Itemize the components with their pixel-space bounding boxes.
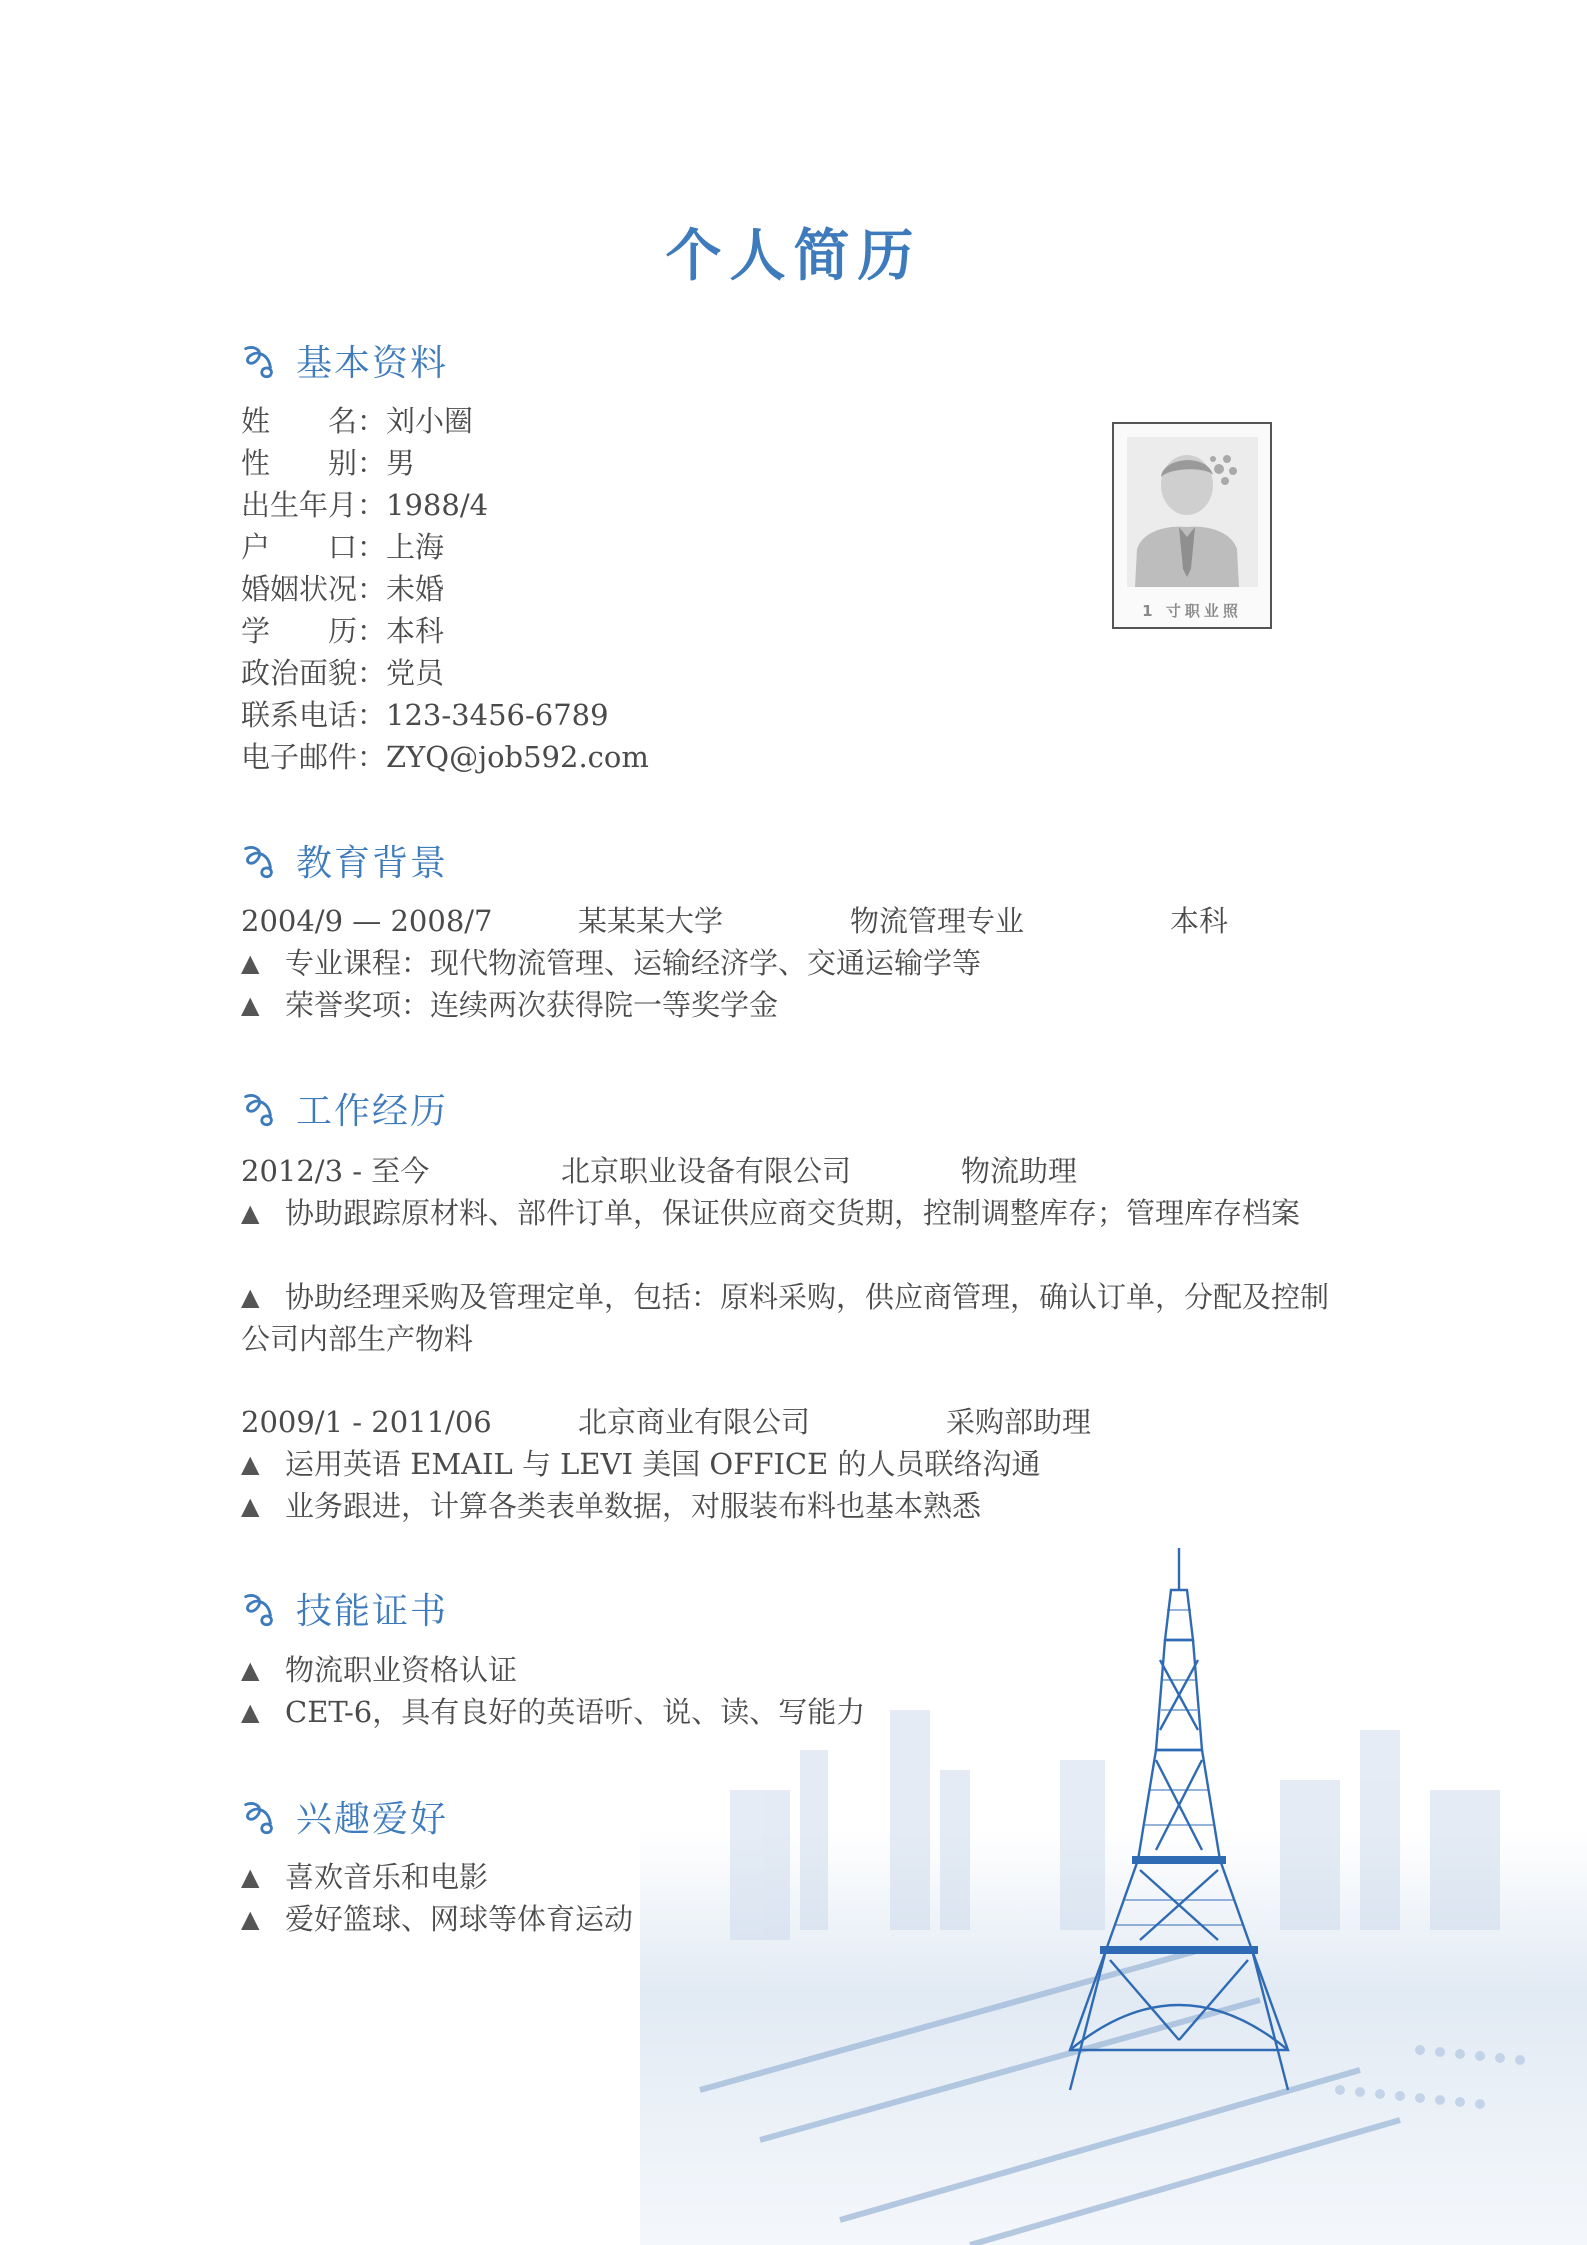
basic-info-row — [241, 736, 649, 778]
triangle-bullet-icon: ▲ — [241, 949, 260, 977]
work-entry-header — [0, 1150, 1587, 1192]
info-label: 政治面貌： — [241, 656, 387, 690]
photo-caption: 1 寸职业照 — [1142, 602, 1242, 620]
section-icon — [240, 841, 278, 879]
list-item-text: 运用英语 EMAIL 与 LEVI 美国 OFFICE 的人员联络沟通 — [285, 1447, 1041, 1481]
info-value: 党员 — [386, 656, 445, 690]
info-label: 电子邮件： — [241, 740, 387, 774]
list-item — [241, 984, 1359, 1026]
basic-info-row — [241, 610, 444, 652]
triangle-bullet-icon: ▲ — [241, 1656, 260, 1684]
education-major: 物流管理专业 — [850, 904, 1025, 938]
education-degree: 本科 — [1170, 904, 1229, 938]
triangle-bullet-icon: ▲ — [241, 1492, 260, 1520]
triangle-bullet-icon: ▲ — [241, 1450, 260, 1478]
avatar — [1127, 437, 1258, 587]
triangle-bullet-icon: ▲ — [241, 1283, 260, 1311]
work-company: 北京商业有限公司 — [578, 1405, 811, 1439]
section-icon — [240, 341, 278, 379]
list-item — [241, 942, 1359, 984]
education-entry-header — [0, 900, 1587, 942]
list-item — [241, 1192, 1351, 1234]
list-item-text: 协助跟踪原材料、部件订单，保证供应商交货期，控制调整库存；管理库存档案 — [285, 1196, 1301, 1230]
section-heading-text: 基本资料 — [296, 342, 449, 384]
list-item — [241, 1276, 1351, 1360]
info-value: 123-3456-6789 — [386, 698, 609, 732]
person-silhouette-icon — [1127, 437, 1258, 587]
list-item-text: CET-6，具有良好的英语听、说、读、写能力 — [285, 1695, 866, 1729]
info-value: 本科 — [386, 614, 445, 648]
triangle-bullet-icon: ▲ — [241, 1863, 260, 1891]
work-role: 采购部助理 — [946, 1405, 1092, 1439]
list-item — [241, 1649, 1359, 1691]
section-heading-text: 教育背景 — [296, 842, 449, 884]
section-heading-text: 兴趣爱好 — [296, 1798, 449, 1840]
info-value: ZYQ@job592.com — [386, 740, 649, 774]
info-label: 户 口： — [241, 530, 387, 564]
basic-info-row — [241, 694, 609, 736]
triangle-bullet-icon: ▲ — [241, 1905, 260, 1933]
basic-info-row — [241, 484, 488, 526]
work-entry-header — [0, 1401, 1587, 1443]
section-education-heading — [240, 835, 448, 885]
section-heading-text: 工作经历 — [296, 1090, 449, 1132]
section-icon — [240, 1589, 278, 1627]
list-item — [241, 1691, 1359, 1733]
work-period: 2009/1 - 2011/06 — [241, 1405, 492, 1439]
info-value: 刘小圈 — [386, 404, 474, 438]
triangle-bullet-icon: ▲ — [241, 991, 260, 1019]
info-value: 男 — [386, 446, 416, 480]
list-item — [241, 1856, 1359, 1898]
page-title: 个人简历 — [665, 224, 922, 289]
info-value: 未婚 — [386, 572, 445, 606]
list-item-text: 喜欢音乐和电影 — [285, 1860, 489, 1894]
info-label: 姓 名： — [241, 404, 387, 438]
section-hobbies-heading — [240, 1791, 448, 1841]
work-company: 北京职业设备有限公司 — [561, 1154, 852, 1188]
section-icon — [240, 1797, 278, 1835]
basic-info-row — [241, 526, 444, 568]
basic-info-row — [241, 652, 444, 694]
list-item — [241, 1443, 1359, 1485]
section-basic-heading — [240, 335, 448, 385]
list-item-text: 专业课程：现代物流管理、运输经济学、交通运输学等 — [285, 946, 982, 980]
section-work-heading — [240, 1083, 448, 1133]
info-label: 婚姻状况： — [241, 572, 387, 606]
work-period: 2012/3 - 至今 — [241, 1154, 430, 1188]
section-skills-heading — [240, 1583, 448, 1633]
list-item-text: 协助经理采购及管理定单，包括：原料采购，供应商管理，确认订单，分配及控制公司内部生产物料 — [241, 1280, 1330, 1356]
info-label: 性 别： — [241, 446, 387, 480]
work-role: 物流助理 — [961, 1154, 1078, 1188]
education-school: 某某某大学 — [578, 904, 724, 938]
basic-info-row — [241, 568, 444, 610]
list-item-text: 爱好篮球、网球等体育运动 — [285, 1902, 634, 1936]
list-item-text: 业务跟进，计算各类表单数据，对服装布料也基本熟悉 — [285, 1489, 982, 1523]
education-period: 2004/9 — 2008/7 — [241, 904, 493, 938]
info-value: 上海 — [386, 530, 445, 564]
profile-photo-placeholder — [1112, 422, 1272, 629]
info-label: 学 历： — [241, 614, 387, 648]
info-label: 联系电话： — [241, 698, 387, 732]
info-label: 出生年月： — [241, 488, 387, 522]
section-heading-text: 技能证书 — [296, 1590, 449, 1632]
triangle-bullet-icon: ▲ — [241, 1698, 260, 1726]
triangle-bullet-icon: ▲ — [241, 1199, 260, 1227]
list-item — [241, 1898, 1359, 1940]
section-icon — [240, 1089, 278, 1127]
list-item-text: 物流职业资格认证 — [285, 1653, 518, 1687]
basic-info-row — [241, 400, 473, 442]
basic-info-row — [241, 442, 415, 484]
list-item — [241, 1485, 1359, 1527]
list-item-text: 荣誉奖项：连续两次获得院一等奖学金 — [285, 988, 779, 1022]
info-value: 1988/4 — [386, 488, 489, 522]
